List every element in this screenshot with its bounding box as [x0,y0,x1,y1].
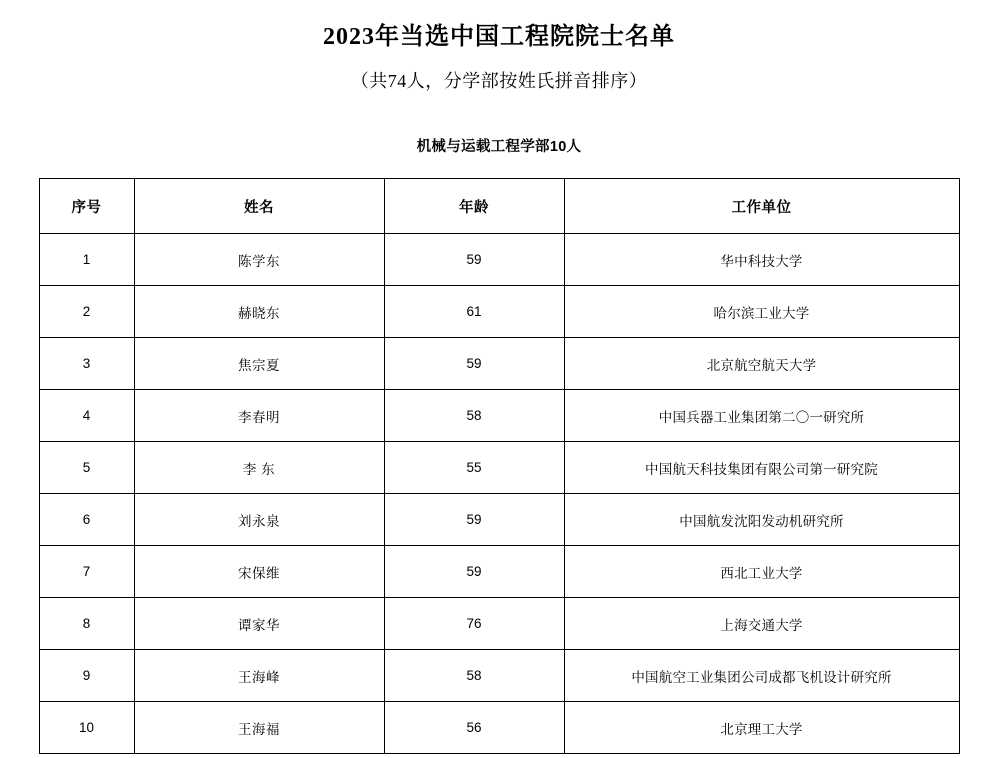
cell-age: 56 [384,702,564,754]
cell-name: 陈学东 [134,234,384,286]
cell-name: 刘永泉 [134,494,384,546]
cell-organization: 哈尔滨工业大学 [564,286,959,338]
page-subtitle: （共74人，分学部按姓氏拼音排序） [350,71,648,92]
cell-organization: 西北工业大学 [564,546,959,598]
column-header-organization: 工作单位 [564,179,959,234]
cell-name: 王海福 [134,702,384,754]
cell-name: 赫晓东 [134,286,384,338]
column-header-index: 序号 [39,179,134,234]
page-title: 2023年当选中国工程院院士名单 [323,24,675,50]
table-header [39,179,959,234]
cell-age: 61 [384,286,564,338]
table-row [39,442,959,494]
cell-name: 宋保维 [134,546,384,598]
cell-index: 1 [39,234,134,286]
cell-organization: 上海交通大学 [564,598,959,650]
roster-table [39,178,960,754]
table-body [39,234,959,754]
cell-index: 6 [39,494,134,546]
cell-index: 5 [39,442,134,494]
cell-organization: 中国航空工业集团公司成都飞机设计研究所 [564,650,959,702]
cell-index: 2 [39,286,134,338]
table-row [39,598,959,650]
table-header-row [39,179,959,234]
cell-name: 李春明 [134,390,384,442]
cell-age: 58 [384,650,564,702]
cell-organization: 华中科技大学 [564,234,959,286]
cell-age: 55 [384,442,564,494]
table-row [39,702,959,754]
cell-name: 谭家华 [134,598,384,650]
cell-name: 焦宗夏 [134,338,384,390]
cell-age: 59 [384,546,564,598]
cell-age: 58 [384,390,564,442]
cell-name: 王海峰 [134,650,384,702]
table-row [39,234,959,286]
cell-organization: 中国航发沈阳发动机研究所 [564,494,959,546]
cell-index: 3 [39,338,134,390]
cell-age: 59 [384,338,564,390]
cell-index: 8 [39,598,134,650]
cell-name: 李 东 [134,442,384,494]
cell-index: 9 [39,650,134,702]
cell-age: 76 [384,598,564,650]
column-header-age: 年龄 [384,179,564,234]
table-row [39,546,959,598]
cell-organization: 中国航天科技集团有限公司第一研究院 [564,442,959,494]
section-heading: 机械与运载工程学部10人 [416,139,582,156]
roster-table-container [0,156,998,754]
cell-age: 59 [384,494,564,546]
table-row [39,494,959,546]
cell-organization: 北京航空航天大学 [564,338,959,390]
column-header-name: 姓名 [134,179,384,234]
cell-age: 59 [384,234,564,286]
table-row [39,286,959,338]
cell-index: 4 [39,390,134,442]
cell-organization: 中国兵器工业集团第二〇一研究所 [564,390,959,442]
cell-index: 7 [39,546,134,598]
table-row [39,650,959,702]
cell-index: 10 [39,702,134,754]
table-row [39,338,959,390]
cell-organization: 北京理工大学 [564,702,959,754]
table-row [39,390,959,442]
